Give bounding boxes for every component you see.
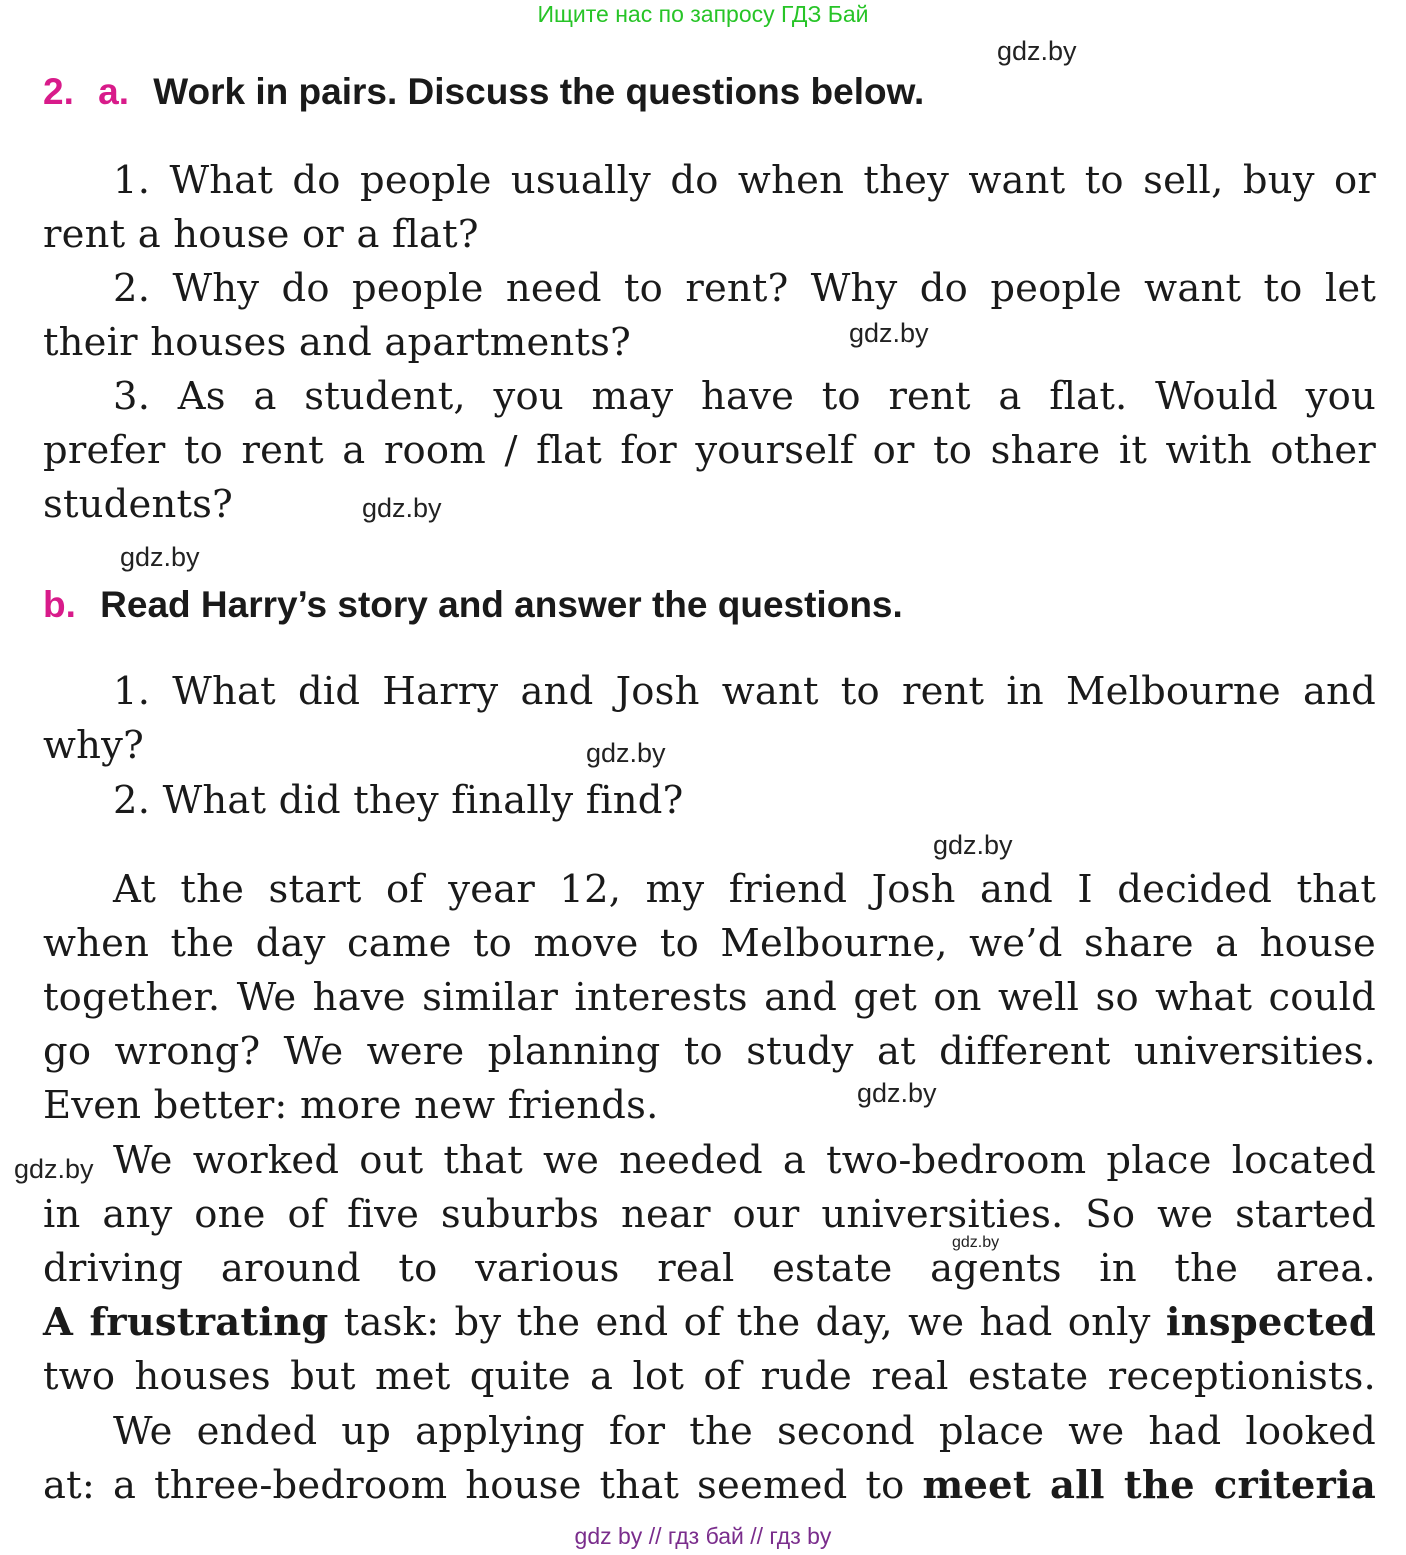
- task-number: 2.: [43, 71, 74, 112]
- vocab-meet-criteria: meet all the criteria: [922, 1463, 1376, 1508]
- watermark: gdz.by: [857, 1078, 937, 1108]
- story-line: at: a three-bedroom house that seemed to meet all the criteria: [43, 1463, 1376, 1508]
- question-a2: 2. Why do people need to rent? Why do people want to let: [113, 266, 1376, 311]
- watermark: gdz.by: [933, 830, 1013, 860]
- story-line: together. We have similar interests and get on well so what could: [43, 975, 1376, 1020]
- watermark: gdz.by: [849, 318, 929, 348]
- watermark: gdz.by: [997, 36, 1077, 66]
- vocab-frustrating: A frustrating: [43, 1300, 329, 1345]
- story-line: We ended up applying for the second place we had looked: [113, 1409, 1376, 1454]
- story-line: Even better: more new friends.: [43, 1083, 659, 1128]
- question-a1-cont: rent a house or a flat?: [43, 212, 479, 257]
- task-2b-heading: [43, 583, 903, 627]
- story-line: when the day came to move to Melbourne, we’d share a house: [43, 921, 1376, 966]
- footer-watermark: gdz by // гдз бай // гдз by: [574, 1523, 832, 1549]
- question-b2: 2. What did they finally find?: [113, 778, 684, 823]
- question-a3-cont: prefer to rent a room / flat for yourself or to share it with other: [43, 428, 1376, 473]
- question-b1: 1. What did Harry and Josh want to rent in Melbourne and: [113, 669, 1376, 714]
- watermark: gdz.by: [14, 1154, 94, 1184]
- question-a1: 1. What do people usually do when they want to sell, buy or: [113, 158, 1376, 203]
- task-2b-instruction: Read Harry’s story and answer the questions.: [100, 584, 903, 625]
- task-2a-heading: [43, 70, 924, 114]
- task-letter-b: b.: [43, 584, 76, 625]
- story-line: We worked out that we needed a two-bedroom place located: [113, 1138, 1376, 1183]
- question-b1-cont: why?: [43, 723, 144, 768]
- search-banner: Ищите нас по запросу ГДЗ Бай: [537, 1, 869, 27]
- question-a3: 3. As a student, you may have to rent a flat. Would you: [113, 374, 1376, 419]
- task-letter-a: a.: [98, 71, 129, 112]
- story-line: driving around to various real estate agents in the area.: [43, 1246, 1376, 1291]
- story-line: At the start of year 12, my friend Josh and I decided that: [113, 867, 1376, 912]
- watermark: gdz.by: [586, 738, 666, 768]
- watermark: gdz.by: [362, 493, 442, 523]
- task-2a-instruction: Work in pairs. Discuss the questions below.: [153, 71, 925, 112]
- watermark: gdz.by: [952, 1234, 1000, 1251]
- vocab-inspected: inspected: [1165, 1300, 1376, 1345]
- watermark: gdz.by: [120, 542, 200, 572]
- story-line: A frustrating task: by the end of the day, we had only inspected: [43, 1300, 1376, 1345]
- story-line: in any one of five suburbs near our universities. So we started: [43, 1192, 1376, 1237]
- question-a2-cont: their houses and apartments?: [43, 320, 631, 365]
- question-a3-cont2: students?: [43, 482, 233, 527]
- story-line: two houses but met quite a lot of rude real estate receptionists.: [43, 1354, 1376, 1399]
- story-line: go wrong? We were planning to study at different universities.: [43, 1029, 1376, 1074]
